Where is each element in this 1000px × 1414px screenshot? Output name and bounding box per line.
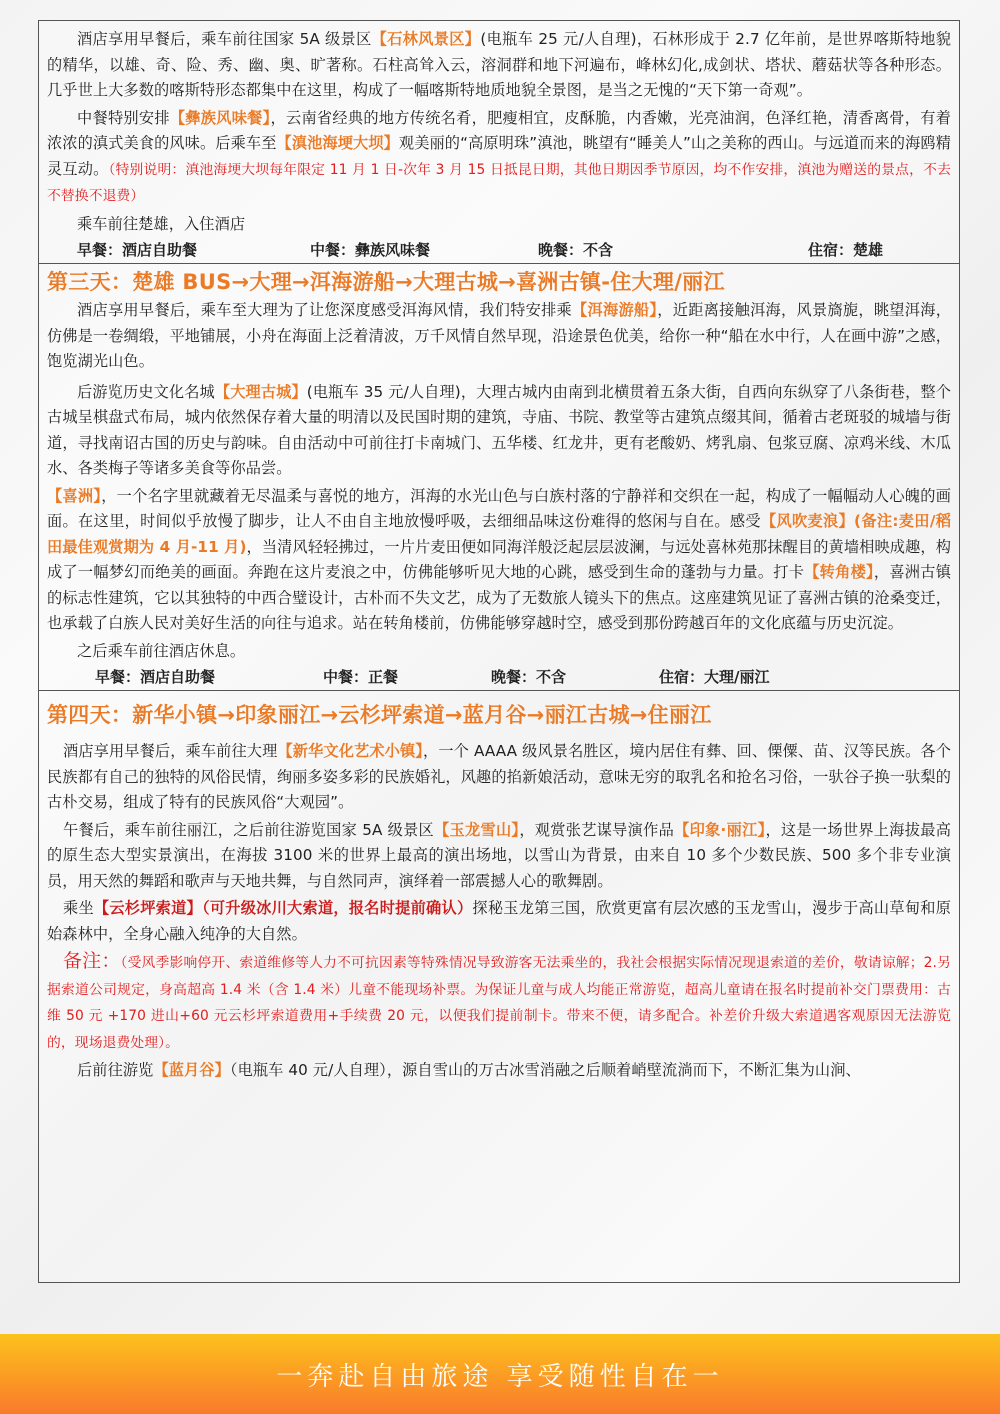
highlight-corner-tower: 【转角楼】: [804, 563, 874, 581]
text: ，云南省经典的地方传统名肴，肥瘦相宜，皮酥脆，内香嫩，光亮油润，色泽红艳，清香离骨，有着浓浓的滇式美食的风味。后乘车至: [47, 108, 951, 152]
lunch-info: 中餐：彝族风味餐: [310, 241, 431, 259]
text: (电瓶车 25 元/人自理)，石林形成于 2.7 亿年前，是世界喀斯特地貌的精华，以雄、奇、险、秀、幽、奥、旷著称。石柱高耸入云，溶洞群和地下河遍布，峰林幻化,成剑状、塔状、蘑菇状等各种形态。几乎世上大多数的喀斯特形态都集中在这里，构成了一幅喀斯特地质地貌全景图，是当之无愧的“天下第一奇观”。: [47, 30, 951, 99]
dinner-info: 晚餐：不含: [491, 668, 567, 686]
highlight-impression-lijiang: 【印象·丽江】: [674, 820, 766, 839]
dinner-info: 晚餐：不含: [538, 241, 614, 259]
text: 酒店享用早餐后，乘车至大理为了让您深度感受洱海风情，我们特安排乘: [77, 301, 573, 319]
text: ，近距离接触洱海，风景旖旎，眺望洱海，仿佛是一卷绸缎，平地铺展，小舟在海面上泛着清波，万千风情自然早现，沿途景色优美，给你一种“船在水中行，人在画中游”之感，饱览湖光山色。: [47, 301, 951, 370]
day3-meal-row: [47, 664, 951, 690]
breakfast-info: 早餐：酒店自助餐: [77, 241, 198, 259]
highlight-jade-dragon: 【玉龙雪山】: [434, 820, 520, 839]
day3-dali-paragraph: [47, 380, 951, 482]
text: 后前往游览: [77, 1061, 154, 1079]
text: ，一个名字里就藏着无尽温柔与喜悦的地方，洱海的水光山色与白族村落的宁静祥和交织在一起，构成了一幅幅动人心魄的画面。在这里，时间似乎放慢了脚步，让人不由自主地放慢呼吸，去细细品味这份难得的悠闲与自在。感受: [47, 486, 951, 530]
text: 后游览历史文化名城: [77, 382, 215, 401]
day3-erhai-paragraph: [47, 298, 951, 375]
text: 午餐后，乘车前往丽江，之后前往游览国家 5A 级景区: [63, 820, 435, 839]
day4-cableway-paragraph: [47, 896, 951, 947]
text: ，喜洲古镇的标志性建筑，它以其独特的中西合璧设计，古朴而不失文艺，成为了无数旅人镜头下的焦点。这座建筑见证了喜洲古镇的沧桑变迁，也承载了白族人民对美好生活的向往与追求。站在转角楼前，仿佛能够穿越时空，感受到那份跨越百年的文化底蕴与历史沉淀。: [47, 563, 951, 632]
text: ，观赏张艺谋导演作品: [519, 820, 675, 839]
text: 观美丽的“高原明珠”滇池，眺望有“睡美人”山之美称的西山。与远道而来的海鸥精灵互动。: [47, 134, 951, 178]
text: ，当清风轻轻拂过，一片片麦田便如同海洋般泛起层层波澜，与远处喜林苑那抹醒目的黄墙相映成趣，构成了一幅梦幻而绝美的画面。奔跑在这片麦浪之中，仿佛能够听见大地的心跳，感受到生命的蓬勃与力量。打卡: [47, 537, 951, 581]
day3-hotel-paragraph: 之后乘车前往酒店休息。: [77, 641, 246, 660]
day4-section: [39, 699, 959, 1084]
text: 探秘玉龙第三国，欣赏更富有层次感的玉龙雪山，漫步于高山草甸和原始森林中，全身心融入纯净的大自然。: [47, 899, 951, 943]
note-label: 备注：: [63, 950, 121, 972]
day4-jade-dragon-paragraph: [47, 818, 951, 895]
itinerary-document: [38, 20, 960, 1283]
text: （电瓶车 40 元/人自理），源自雪山的万古冰雪消融之后顺着峭壁流淌而下，不断汇集为山涧、: [229, 1061, 861, 1079]
day3-title: 第三天：楚雄 BUS→大理→洱海游船→大理古城→喜洲古镇-住大理/丽江: [47, 270, 725, 294]
day4-title: 第四天：新华小镇→印象丽江→云杉坪索道→蓝月谷→丽江古城→住丽江: [47, 703, 712, 727]
day4-blue-moon-paragraph: [47, 1058, 951, 1084]
highlight-xinhua-town: 【新华文化艺术小镇】: [277, 742, 424, 760]
text: 酒店享用早餐后，乘车前往国家 5A 级景区: [77, 30, 372, 48]
highlight-dali-old-town: 【大理古城】: [214, 382, 307, 401]
footer-banner: [0, 1334, 1000, 1414]
day4-xinhua-paragraph: [47, 739, 951, 816]
day3-section: [39, 266, 959, 691]
highlight-stone-forest: 【石林风景区】: [371, 30, 481, 48]
highlight-xizhou: 【喜洲】: [47, 486, 102, 505]
special-note: （特别说明：滇池海埂大坝每年限定 11 月 1 日-次年 3 月 15 日抵昆日期，其他日期因季节原因，均不作安排，滇池为赠送的景点，不去不替换不退费）: [47, 161, 951, 204]
text: ，一个 AAAA 级风景名胜区，境内居住有彝、回、傈僳、苗、汉等民族。各个民族都有自己的独特的风俗民情，绚丽多姿多彩的民族婚礼，风趣的掐新娘活动，意味无穷的取乳名和抢名习俗，一驮谷子换一驮梨的古朴交易，组成了特有的民族风俗“大观园”。: [47, 742, 951, 811]
breakfast-info: 早餐：酒店自助餐: [95, 668, 216, 686]
accommodation-info: 住宿：楚雄: [808, 241, 884, 259]
accommodation-info: 住宿：大理/丽江: [659, 668, 770, 686]
highlight-blue-moon-valley: 【蓝月谷】: [153, 1061, 230, 1079]
lunch-info: 中餐：正餐: [323, 668, 399, 686]
day2-lunch-paragraph: [47, 106, 951, 210]
highlight-yi-cuisine: 【彝族风味餐】: [169, 108, 271, 127]
note-text: （受风季影响停开、索道维修等人力不可抗因素等特殊情况导致游客无法乘坐的，我社会根据实际情况现退索道的差价，敬请谅解；2.另据索道公司规定，身高超高 1.4 米（含 1.4 米）儿童不能现场补票。为保证儿童与成人均能正常游览，超高儿童请在报名时提前补交门票费用：古维 50 元 +170 进山+60 元云杉坪索道费用+手续费 20 元，以便我们提前制卡。带来不便，请多配合。补差价升级大索道遇客观原因无法游览的，现场退费处理）。: [47, 955, 951, 1051]
day3-xizhou-paragraph: [47, 484, 951, 637]
text: 酒店享用早餐后，乘车前往大理: [63, 742, 278, 760]
day2-stone-forest-paragraph: [47, 27, 951, 104]
text: 乘坐: [63, 899, 94, 917]
text: 中餐特别安排: [77, 108, 170, 127]
day2-hotel-paragraph: 乘车前往楚雄，入住酒店: [77, 214, 246, 233]
highlight-erhai-cruise: 【洱海游船】: [572, 301, 658, 319]
text: (电瓶车 35 元/人自理)，大理古城内由南到北横贯着五条大街，自西向东纵穿了八条街巷，整个古城呈棋盘式布局，城内依然保存着大量的明清以及民国时期的建筑，寺庙、书院、教堂等古建筑点缀其间，循着古老斑驳的城墙与街道，寻找南诏古国的历史与韵味。自由活动中可前往打卡南城门、五华楼、红龙井，更有老酸奶、烤乳扇、包浆豆腐、凉鸡米线、木瓜水、各类梅子等诸多美食等你品尝。: [47, 382, 951, 477]
highlight-dianchi-dam: 【滇池海埂大坝】: [276, 134, 399, 152]
day2-meal-row: [47, 237, 951, 263]
day4-note-paragraph: [47, 949, 951, 1056]
highlight-spruce-cableway: 【云杉坪索道】（可升级冰川大索道，报名时提前确认）: [93, 899, 473, 917]
text: ，这是一场世界上海拔最高的原生态大型实景演出，在海拔 3100 米的世界上最高的演出场地，以雪山为背景，由来自 10 多个少数民族、500 多个非专业演员，用天然的舞蹈和歌声与天地共舞，与自然同声，演绎着一部震撼人心的歌舞剧。: [47, 820, 952, 890]
day2-section: [39, 21, 959, 264]
footer-slogan: 一奔赴自由旅途 享受随性自在一: [276, 1361, 724, 1392]
highlight-wheat-waves: 【风吹麦浪】(备注:麦田/稻田最佳观赏期为 4 月-11 月): [47, 512, 951, 556]
